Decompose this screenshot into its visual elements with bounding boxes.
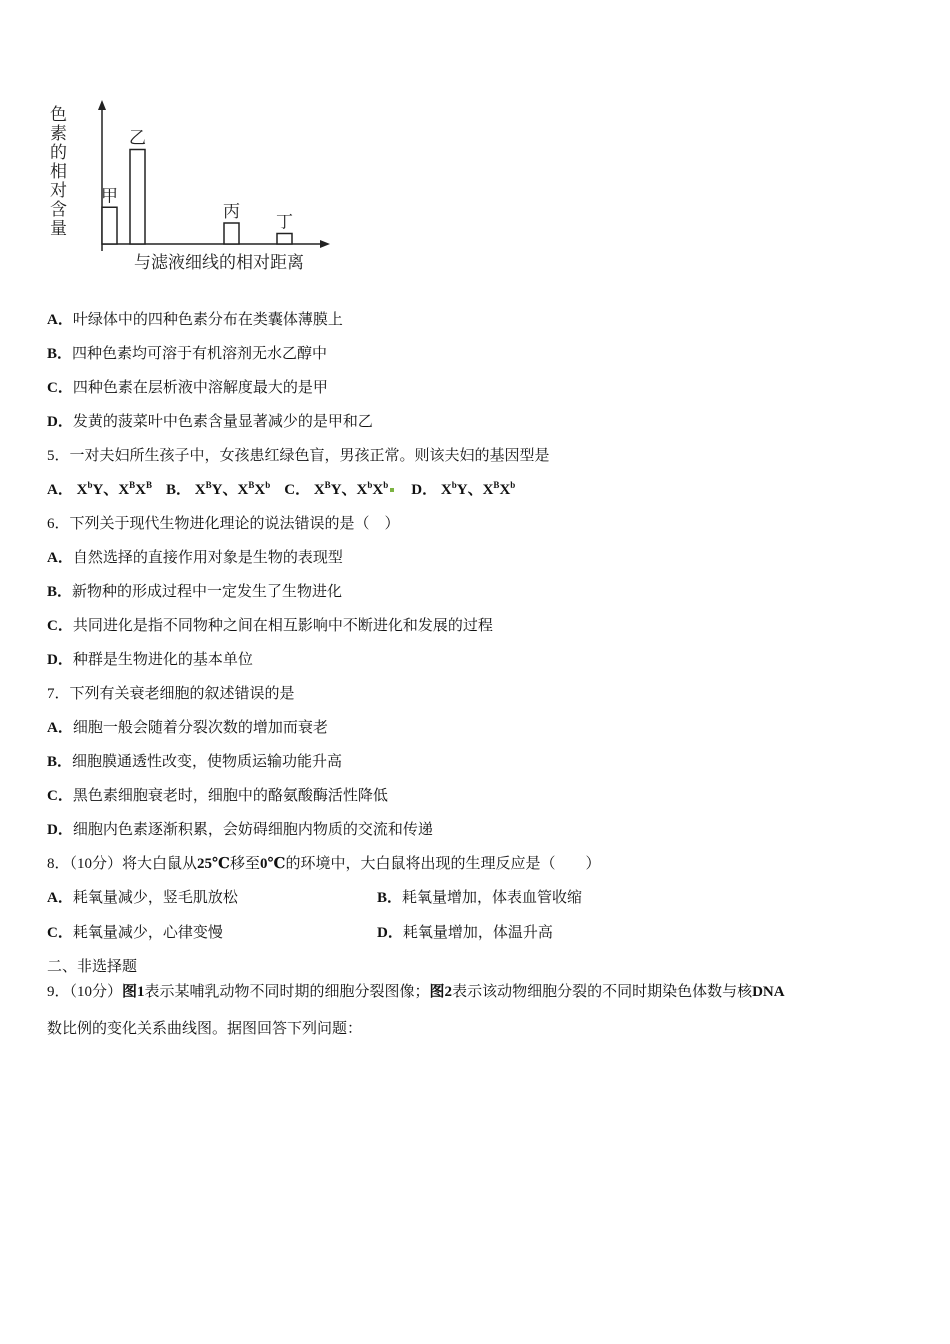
bar-label: 乙 (129, 128, 146, 148)
bar-4 (277, 234, 292, 245)
q6-option-d: D．种群是生物进化的基本单位 (47, 652, 253, 668)
q7-option-b: B．细胞膜通透性改变，使物质运输功能升高 (47, 754, 343, 770)
genotype: $X^BY$ (194, 480, 223, 498)
y-axis-label: 色素的相对含量 (50, 105, 67, 238)
q6-stem: 6．下列关于现代生物进化理论的说法错误的是（ ） (47, 516, 400, 532)
q9-stem-continued: 数比例的变化关系曲线图。据图回答下列问题： (47, 1021, 363, 1037)
q6-option-a: A．自然选择的直接作用对象是生物的表现型 (47, 550, 343, 566)
q4-option-c: C．四种色素在层析液中溶解度最大的是甲 (47, 380, 328, 396)
bar-label: 甲 (101, 186, 118, 206)
x-axis-label: 与滤液细线的相对距离 (134, 253, 304, 272)
q5-stem: 5．一对夫妇所生孩子中，女孩患红绿色盲，男孩正常。则该夫妇的基因型是 (47, 448, 550, 464)
genotype: $X^bY$ (440, 480, 468, 498)
green-dot-mark (390, 488, 394, 492)
q6-option-c: C．共同进化是指不同物种之间在相互影响中不断进化和发展的过程 (47, 618, 493, 634)
genotype: $X^BX^b$ (482, 480, 516, 498)
section-heading: 二、非选择题 (47, 959, 138, 975)
genotype: $X^BX^B$ (118, 480, 153, 498)
bar-2 (130, 150, 145, 245)
q5-options (47, 480, 515, 500)
q4-option-d: D．发黄的菠菜叶中色素含量显著减少的是甲和乙 (47, 414, 373, 430)
q8-option-c: C．耗氧量减少，心律变慢 (47, 925, 223, 941)
q8-option-b: B．耗氧量增加，体表血管收缩 (377, 890, 583, 906)
q6-option-b: B．新物种的形成过程中一定发生了生物进化 (47, 584, 343, 600)
q5-option-b: B． $X^BY$、$X^BX^b$ (166, 480, 271, 498)
q4-option-b: B．四种色素均可溶于有机溶剂无水乙醇中 (47, 346, 328, 362)
genotype: $X^BY$ (313, 480, 342, 498)
q5-option-d: D． $X^bY$、$X^BX^b$ (411, 480, 516, 498)
genotype: $X^bX^b$ (356, 480, 389, 498)
bar-3 (224, 223, 239, 244)
q8-option-a: A．耗氧量减少，竖毛肌放松 (47, 890, 238, 906)
genotype: $X^BX^b$ (237, 480, 271, 498)
q9-stem: 9．（10分）图1表示某哺乳动物不同时期的细胞分裂图像；图2表示该动物细胞分裂的不同时期染色体数与核DNA (47, 984, 785, 1000)
q7-stem: 7．下列有关衰老细胞的叙述错误的是 (47, 686, 295, 702)
q4-option-a: A．叶绿体中的四种色素分布在类囊体薄膜上 (47, 312, 343, 328)
genotype: $X^bY$ (76, 480, 104, 498)
q7-option-a: A．细胞一般会随着分裂次数的增加而衰老 (47, 720, 328, 736)
bar-1 (102, 207, 117, 244)
bar-label: 丙 (223, 202, 240, 221)
q7-option-d: D．细胞内色素逐渐积累，会妨碍细胞内物质的交流和传递 (47, 822, 433, 838)
q5-option-a: A． $X^bY$、$X^BX^B$ (47, 480, 153, 498)
q5-option-c: C． $X^BY$、$X^bX^b$ (284, 480, 389, 498)
q8-stem: 8．（10分）将大白鼠从25℃移至0℃的环境中，大白鼠将出现的生理反应是（ ） (47, 856, 601, 872)
pigment-chromatography-figure (44, 96, 334, 276)
q7-option-c: C．黑色素细胞衰老时，细胞中的酪氨酸酶活性降低 (47, 788, 388, 804)
q8-option-d: D．耗氧量增加，体温升高 (377, 925, 553, 941)
bar-label: 丁 (276, 212, 293, 232)
